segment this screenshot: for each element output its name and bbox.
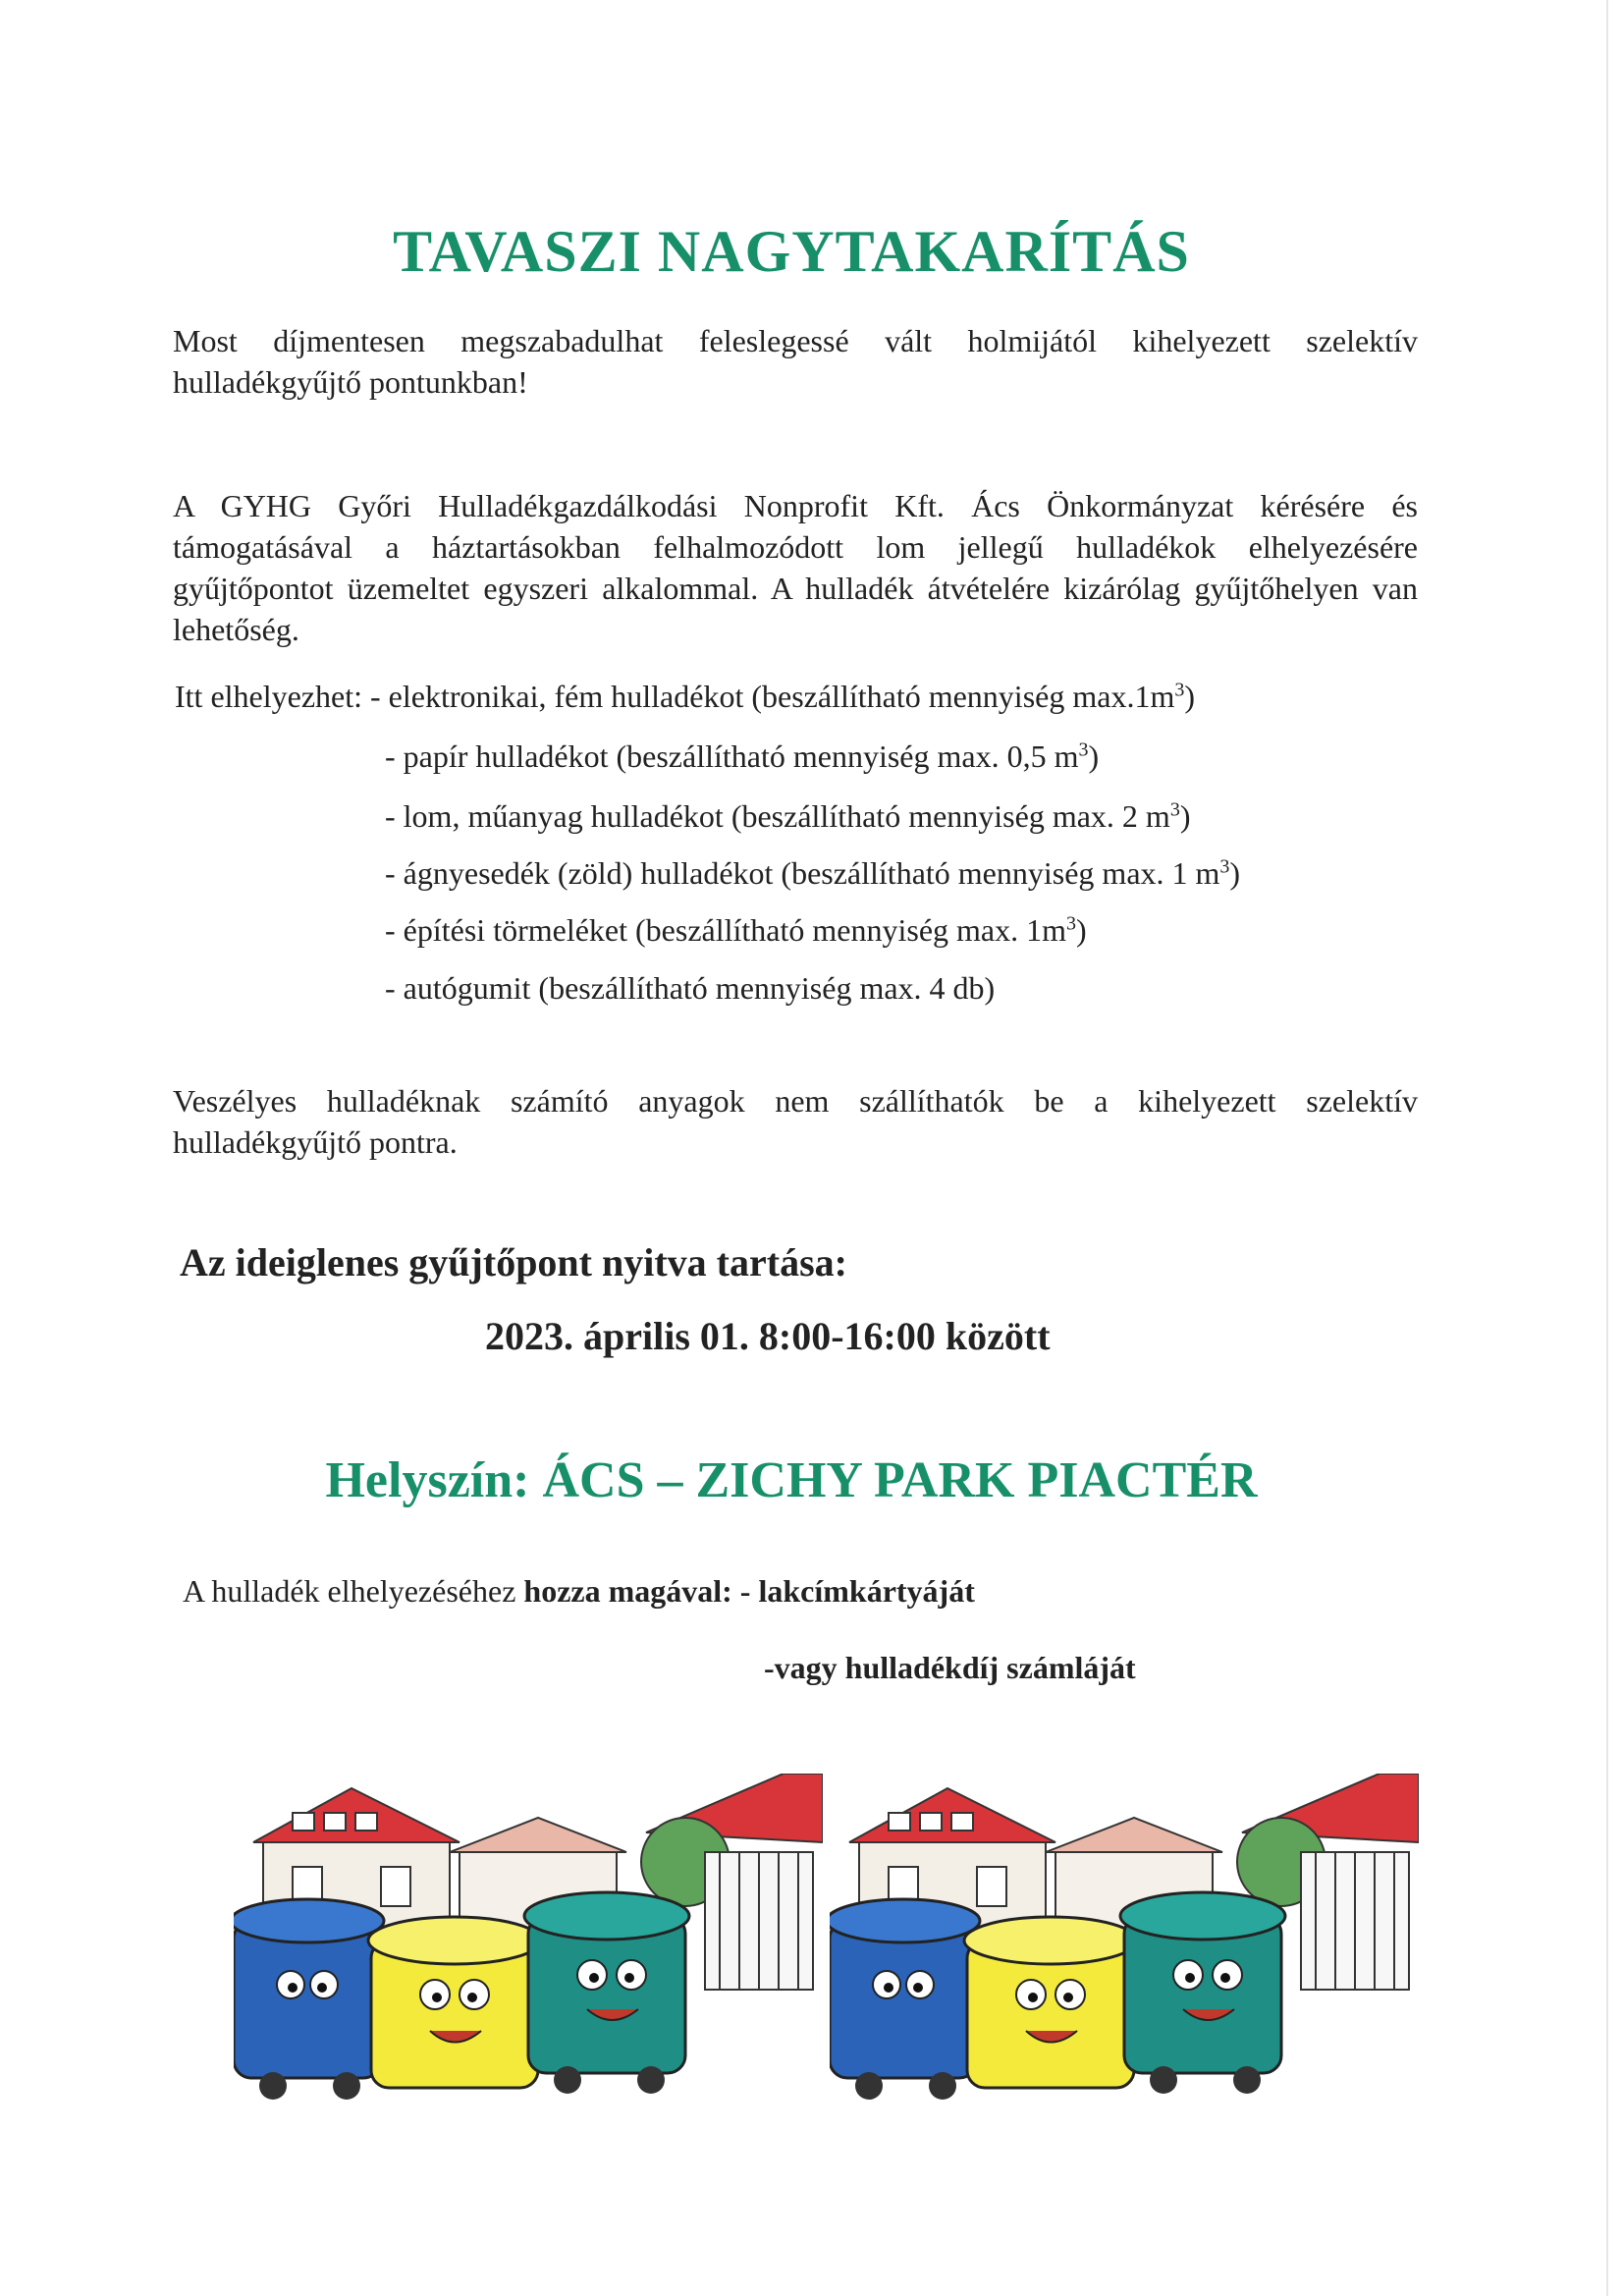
organizer-line-2: támogatásával a háztartásokban felhalmozódott lom jellegű hulladékok elhelyezésére bbox=[173, 529, 1418, 565]
waste-bins-illustration bbox=[234, 1774, 823, 2109]
accepted-item-tail: ) bbox=[1088, 738, 1100, 774]
accepted-item: - papír hulladékot (beszállítható mennyiség max. 0,5 m bbox=[385, 738, 1079, 774]
accepted-row-1 bbox=[385, 736, 1099, 777]
accepted-intro: Itt elhelyezhet: bbox=[175, 679, 363, 714]
organizer-paragraph bbox=[173, 485, 1418, 650]
yellow-bin bbox=[964, 1917, 1137, 2088]
accepted-row-2 bbox=[385, 795, 1190, 837]
teal-bin bbox=[1120, 1892, 1285, 2094]
accepted-item: - autógumit (beszállítható mennyiség max. 4 db) bbox=[385, 970, 996, 1006]
page-title: TAVASZI NAGYTAKARÍTÁS bbox=[393, 219, 1190, 284]
accepted-item: - elektronikai, fém hulladékot (beszállítható mennyiség max.1m bbox=[370, 679, 1175, 714]
bring-line bbox=[183, 1573, 975, 1610]
opening-hours-title: Az ideiglenes gyűjtőpont nyitva tartása: bbox=[180, 1240, 847, 1285]
bring-lead: A hulladék elhelyezéséhez bbox=[183, 1573, 516, 1609]
accepted-item-tail: ) bbox=[1184, 679, 1195, 714]
waste-bins-illustration bbox=[830, 1774, 1419, 2109]
yellow-bin bbox=[368, 1917, 541, 2088]
organizer-line-4: lehetőség. bbox=[173, 612, 299, 647]
organizer-line-3: gyűjtőpontot üzemeltet egyszeri alkalommal. A hulladék átvételére kizárólag gyűjtőhelyen van bbox=[173, 571, 1418, 606]
hazardous-paragraph bbox=[173, 1080, 1418, 1163]
opening-hours-date: 2023. április 01. 8:00-16:00 között bbox=[485, 1314, 1051, 1358]
accepted-item-exponent: 3 bbox=[1078, 738, 1089, 761]
accepted-item: - lom, műanyag hulladékot (beszállítható mennyiség max. 2 m bbox=[385, 798, 1170, 834]
accepted-item-tail: ) bbox=[1229, 855, 1241, 891]
bring-second-line: -vagy hulladékdíj számláját bbox=[764, 1650, 1136, 1685]
blue-bin bbox=[234, 1899, 384, 2100]
accepted-row-5 bbox=[385, 967, 995, 1009]
accepted-item: - építési törmeléket (beszállítható mennyiség max. 1m bbox=[385, 912, 1067, 948]
teal-bin bbox=[524, 1892, 689, 2094]
organizer-line-1: A GYHG Győri Hulladékgazdálkodási Nonprofit Kft. Ács Önkormányzat kérésére és bbox=[173, 488, 1418, 523]
hazardous-line-1: Veszélyes hulladéknak számító anyagok nem szállíthatók be a kihelyezett szelektív bbox=[173, 1083, 1418, 1119]
accepted-item-tail: ) bbox=[1076, 912, 1087, 948]
accepted-item-exponent: 3 bbox=[1219, 855, 1230, 878]
location-heading: Helyszín: ÁCS – ZICHY PARK PIACTÉR bbox=[325, 1452, 1258, 1508]
accepted-row-4 bbox=[385, 909, 1087, 951]
accepted-item-exponent: 3 bbox=[1174, 679, 1185, 701]
accepted-row-3 bbox=[385, 852, 1240, 894]
intro-line-1: Most díjmentesen megszabadulhat feleslegessé vált holmijától kihelyezett szelektív bbox=[173, 323, 1418, 358]
hazardous-line-2: hulladékgyűjtő pontra. bbox=[173, 1124, 458, 1160]
accepted-item-tail: ) bbox=[1179, 798, 1191, 834]
page-edge bbox=[1606, 0, 1608, 2296]
intro-line-2: hulladékgyűjtő pontunkban! bbox=[173, 364, 528, 400]
accepted-item-exponent: 3 bbox=[1169, 798, 1180, 821]
blue-bin bbox=[830, 1899, 980, 2100]
accepted-item: - ágnyesedék (zöld) hulladékot (beszállítható mennyiség max. 1 m bbox=[385, 855, 1220, 891]
bring-bold: hozza magával: - lakcímkártyáját bbox=[523, 1573, 975, 1609]
accepted-item-exponent: 3 bbox=[1066, 912, 1077, 935]
intro-paragraph bbox=[173, 320, 1418, 403]
accepted-row-0 bbox=[175, 676, 1195, 717]
